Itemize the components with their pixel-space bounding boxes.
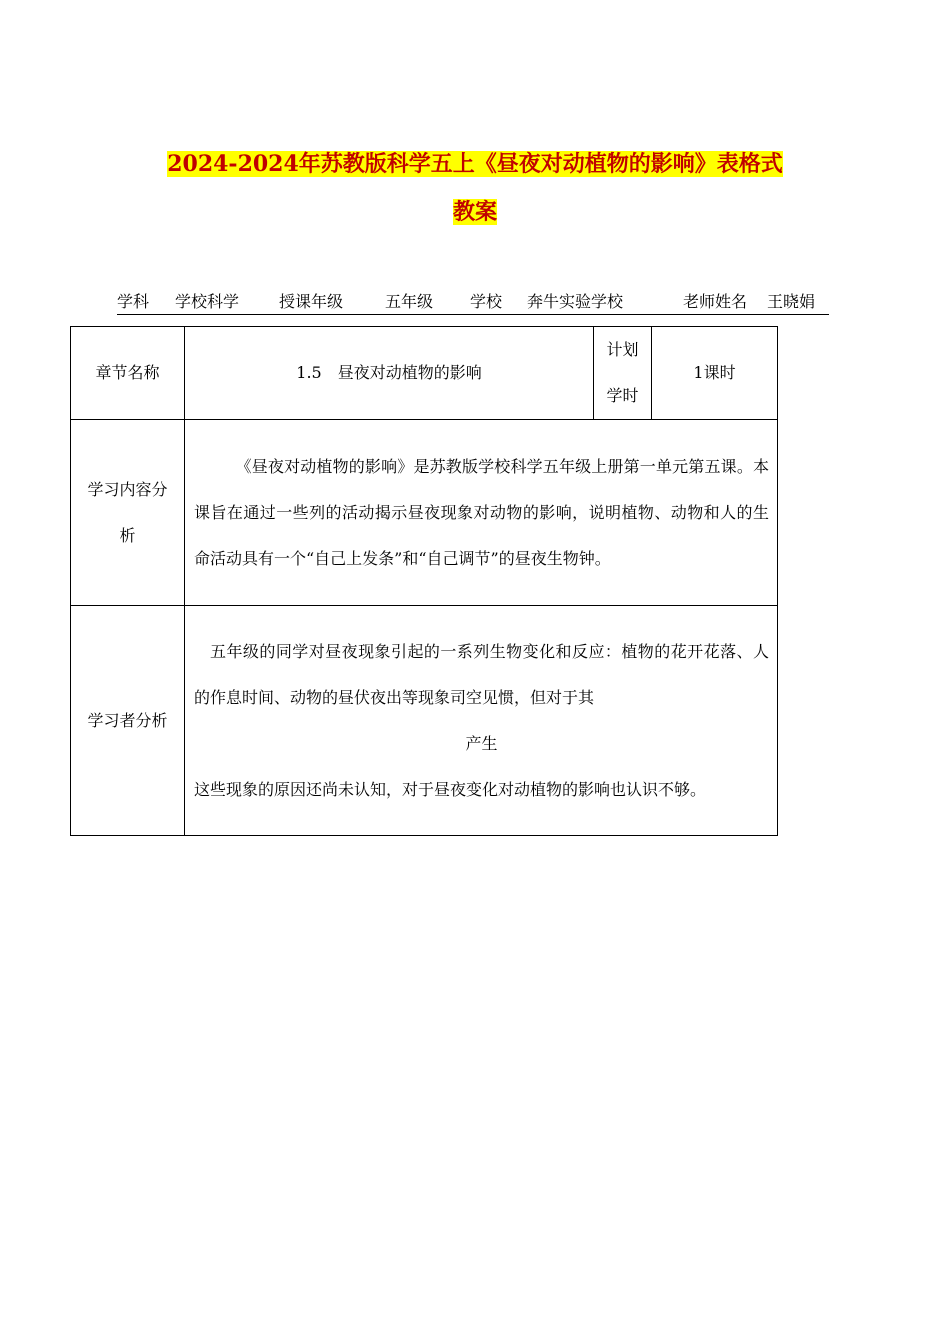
table-row-content-analysis <box>71 420 778 606</box>
school-value: 奔牛实验学校 <box>527 292 624 311</box>
grade-value: 五年级 <box>385 292 434 311</box>
document-title-line2: 教案 <box>452 199 497 225</box>
learner-analysis-label: 学习者分析 <box>71 606 185 836</box>
learner-analysis-part2: 产生 <box>465 733 498 753</box>
content-analysis-label <box>71 420 185 606</box>
subject-label: 学科 <box>117 292 150 311</box>
content-analysis-text: 《昼夜对动植物的影响》是苏教版学校科学五年级上册第一单元第五课。本课旨在通过一些列的活动揭示昼夜现象对动物的影响，说明植物、动物和人的生命活动具有一个“自己上发条”和“自己调节”的昼夜生物钟。 <box>185 420 778 606</box>
learner-analysis-part1: 五年级的同学对昼夜现象引起的一系列生物变化和反应：植物的花开花落、人的作息时间、动物的昼伏夜出等现象司空见惯，但对于其 <box>194 641 769 707</box>
planned-hours-label <box>594 327 652 420</box>
table-row-learner-analysis <box>71 606 778 836</box>
school-label: 学校 <box>470 292 503 311</box>
chapter-name-value: 1.5 昼夜对动植物的影响 <box>185 327 594 420</box>
subject-value: 学校科学 <box>175 292 240 311</box>
content-analysis-label-line2: 析 <box>119 525 136 545</box>
table-row-chapter <box>71 327 778 420</box>
chapter-name-label: 章节名称 <box>71 327 185 420</box>
learner-analysis-part3: 这些现象的原因还尚未认知，对于昼夜变化对动植物的影响也认识不够。 <box>194 779 707 799</box>
teacher-label: 老师姓名 <box>683 292 748 311</box>
planned-hours-value: 1课时 <box>652 327 778 420</box>
document-title-line1: 2024-2024年苏教版科学五上《昼夜对动植物的影响》表格式 <box>167 151 783 177</box>
meta-info-row <box>117 290 829 315</box>
learner-analysis-text <box>185 606 778 836</box>
planned-hours-label-line1: 计划 <box>606 340 639 359</box>
grade-label: 授课年级 <box>279 292 344 311</box>
planned-hours-label-line2: 学时 <box>606 386 639 405</box>
lesson-plan-table <box>70 326 778 836</box>
teacher-value: 王晓娟 <box>767 292 816 311</box>
content-analysis-label-line1: 学习内容分 <box>87 479 168 499</box>
